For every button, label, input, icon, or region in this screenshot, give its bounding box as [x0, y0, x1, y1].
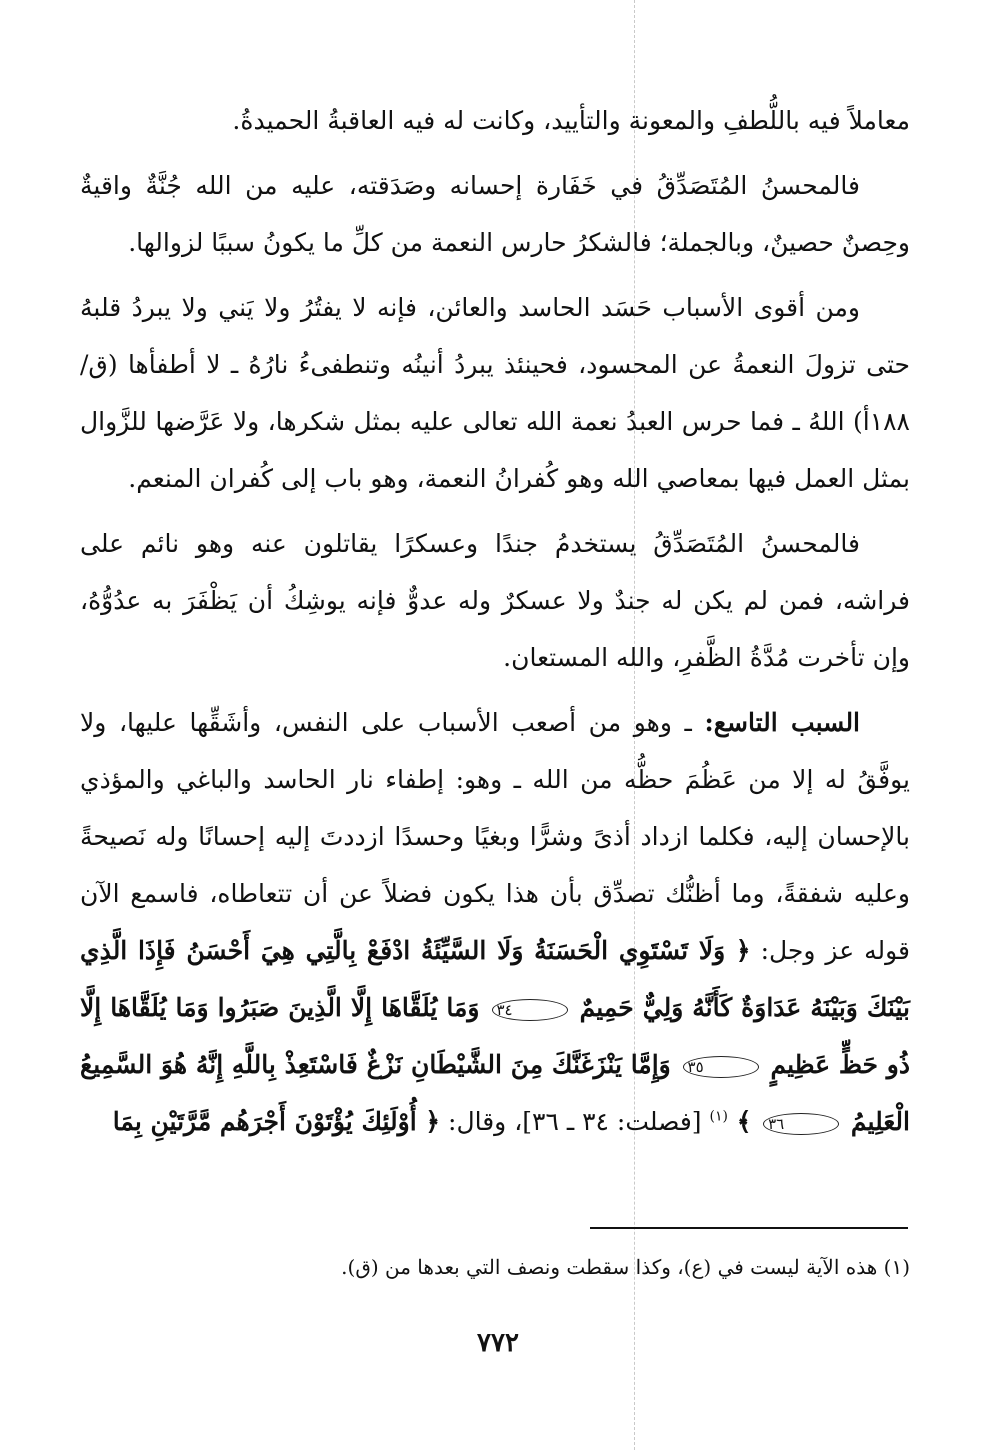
ayah-marker-34: ٣٤ [492, 999, 568, 1021]
verse-citation: [فصلت: ٣٤ ـ ٣٦]، وقال: [448, 1107, 702, 1136]
verse-34: وَلَا تَسْتَوِي الْحَسَنَةُ وَلَا السَّيِّئَةُ ادْفَعْ بِالَّتِي هِيَ أَحْسَنُ فَإِذَا الَّذِي بَيْنَكَ وَبَيْنَهُ عَدَاوَةٌ كَأَنَّهُ وَلِيٌّ حَمِيمٌ [80, 936, 910, 1022]
paragraph-5-text: ـ وهو من أصعب الأسباب على النفس، وأشَقِّها عليها، ولا يوفَّقُ له إلا من عَظُمَ حظُّه من الله ـ وهو: إطفاء نار الحاسد والباغي والمؤذي بالإحسان إليه، فكلما ازداد أذىً وشرًّا وبغيًا وحسدًا ازددتَ إليه إحسانًا وله نَصيحةً وعليه شفقةً، وما أظنُّك تصدِّق بأن هذا يكون فضلاً عن أن تتعاطاه، فاسمع الآن قوله عز وجل: [80, 708, 910, 965]
ornate-bracket-open-2: ﴿ [425, 1107, 441, 1136]
quran-verse [80, 936, 910, 1136]
section-heading: السبب التاسع: [704, 708, 861, 737]
paragraph-4: فالمحسنُ المُتَصَدِّقُ يستخدمُ جندًا وعسكرًا يقاتلون عنه وهو نائم على فراشه، فمن لم يكن له جندٌ ولا عسكرٌ وله عدوٌّ فإنه يوشِكُ أن يَظْفَرَ به عدُوُّهُ، وإن تأخرت مُدَّةُ الظَّفرِ، والله المستعان. [80, 529, 910, 672]
paragraph-2: فالمحسنُ المُتَصَدِّقُ في خَفَارة إحسانه وصَدَقته، عليه من الله جُنَّةٌ واقيةٌ وحِصنٌ حصينٌ، وبالجملة؛ فالشكرُ حارس النعمة من كلِّ ما يكونُ سببًا لزوالها. [80, 171, 910, 257]
footnote-reference: (١) [709, 1108, 728, 1125]
paragraph-1: معاملاً فيه باللُّطفِ والمعونة والتأييد، وكانت له فيه العاقبةُ الحميدةُ. [232, 106, 910, 135]
paragraph-5 [80, 694, 910, 1150]
ayah-marker-35: ٣٥ [683, 1056, 759, 1078]
verse-36: وَإِمَّا يَنْزَغَنَّكَ مِنَ الشَّيْطَانِ نَزْغٌ فَاسْتَعِذْ بِاللَّهِ إِنَّهُ هُوَ السَّمِيعُ الْعَلِيمُ [80, 1050, 910, 1136]
paragraph-3: ومن أقوى الأسباب حَسَد الحاسد والعائن، فإنه لا يفتُرُ ولا يَني ولا يبردُ قلبهُ حتى تزولَ النعمةُ عن المحسود، فحينئذ يبردُ أنينُه وتنطفىءُ نارُهُ ـ لا أطفأها (ق/١٨٨أ) اللهُ ـ فما حرس العبدُ نعمة الله تعالى عليه بمثل شكرها، ولا عَرَّضها للزَّوال بمثل العمل فيها بمعاصي الله وهو كُفرانُ النعمة، وهو باب إلى كُفران المنعم. [80, 293, 910, 493]
verse-35: وَمَا يُلَقَّاهَا إِلَّا الَّذِينَ صَبَرُوا وَمَا يُلَقَّاهَا إِلَّا ذُو حَظٍّ عَظِيمٍ [80, 993, 910, 1079]
footnote: (١) هذه الآية ليست في (ع)، وكذا سقطت ونصف التي بعدها من (ق). [341, 1255, 910, 1279]
main-text [80, 92, 910, 1158]
ornate-bracket-open: ﴿ [735, 936, 751, 965]
quran-verse-2 [113, 1107, 440, 1136]
page-number: ٧٧٢ [477, 1328, 519, 1358]
ornate-bracket-close: ﴾ [736, 1107, 752, 1136]
ayah-marker-36: ٣٦ [763, 1113, 839, 1135]
verse-2-text: أُوْلَئِكَ يُؤْتَوْنَ أَجْرَهُم مَّرَّتَيْنِ بِمَا [112, 1107, 417, 1136]
footnote-separator [590, 1227, 908, 1229]
